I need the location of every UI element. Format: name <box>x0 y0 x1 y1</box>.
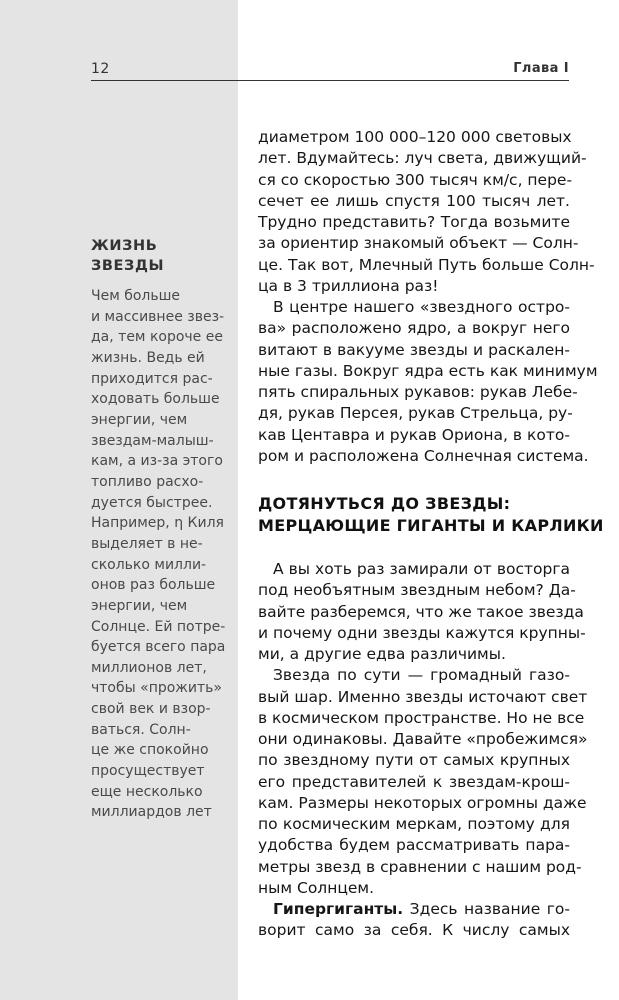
section-heading <box>258 493 604 537</box>
text-line <box>258 899 570 920</box>
sidebar-line: Например, η Киля <box>91 515 224 532</box>
running-header <box>91 58 569 81</box>
sidebar-note <box>91 236 231 823</box>
term-hypergiants: Гипергиганты. <box>273 900 404 918</box>
sidebar-line: Солнце. Ей потре- <box>91 618 226 635</box>
paragraph <box>258 665 588 899</box>
sidebar-line: и массивнее звез- <box>91 308 225 325</box>
sidebar-line: ходовать больше <box>91 391 220 408</box>
sidebar-line: це же спокойно <box>91 742 209 759</box>
sidebar-line: просуществует <box>91 763 205 780</box>
text-line: Трудно представить? Тогда возьмите <box>258 213 570 231</box>
text-line: под необъятным звездным небом? Да- <box>258 581 576 600</box>
text-line: ва» расположено ядро, а вокруг него <box>258 319 570 338</box>
text-line: удобства будем рассматривать пара- <box>258 836 570 855</box>
sidebar-line: свой век и взор- <box>91 701 211 718</box>
section-heading-line: ДОТЯНУТЬСЯ ДО ЗВЕЗДЫ: <box>258 494 511 513</box>
text-line: и почему одни звезды кажутся крупны- <box>258 623 586 642</box>
page-number: 12 <box>91 61 110 77</box>
sidebar-text <box>91 286 231 823</box>
text-line: це. Так вот, Млечный Путь больше Солн- <box>258 255 595 274</box>
sidebar-line: энергии, чем <box>91 597 188 614</box>
text-line: ром и расположена Солнечная система. <box>258 446 589 465</box>
sidebar-line: дуется быстрее. <box>91 494 213 511</box>
paragraph <box>258 127 595 297</box>
text-line: А вы хоть раз замирали от восторга <box>273 560 570 578</box>
text-line: Звезда по сути — громадный газо- <box>273 666 570 685</box>
sidebar-line: сколько милли- <box>91 556 207 573</box>
text-line: метры звезд в сравнении с нашим род- <box>258 857 582 876</box>
text-line: ные газы. Вокруг ядра есть как минимум <box>258 361 598 380</box>
sidebar-line: буется всего пара <box>91 639 226 656</box>
text-line: В центре нашего «звездного остро- <box>273 298 570 316</box>
paragraph <box>258 899 570 942</box>
chapter-title: Глава I <box>513 61 569 76</box>
text-line: ца в 3 триллиона раз! <box>258 276 439 295</box>
text-line: лет. Вдумайтесь: луч света, движущий- <box>258 149 587 168</box>
text-line: ся со скоростью 300 тысяч км/с, пере- <box>258 170 573 189</box>
text-line: вый шар. Именно звезды источают свет <box>258 687 588 706</box>
text-line: за ориентир знакомый объект — Солн- <box>258 234 579 253</box>
paragraph <box>258 559 586 665</box>
text-run: Здесь название го- <box>403 900 570 918</box>
sidebar-line: звездам-малыш- <box>91 432 214 449</box>
sidebar-line: миллиардов лет <box>91 804 212 821</box>
text-line: диаметром 100 000–120 000 световых <box>258 128 572 146</box>
text-line: дя, рукав Персея, рукав Стрельца, ру- <box>258 404 573 423</box>
text-line: ми, а другие едва различимы. <box>258 645 506 663</box>
sidebar-line: да, тем короче ее <box>91 329 223 346</box>
text-line: пять спиральных рукавов: рукав Лебе- <box>258 383 578 401</box>
sidebar-line: приходится рас- <box>91 370 213 387</box>
sidebar-line: топливо расхо- <box>91 473 204 490</box>
sidebar-line: кам, а из-за этого <box>91 453 223 470</box>
text-line: кам. Размеры некоторых огромны даже <box>258 793 587 812</box>
sidebar-line: жизнь. Ведь ей <box>91 349 205 366</box>
sidebar-line: онов раз больше <box>91 577 216 594</box>
text-line: сечет ее лишь спустя 100 тысяч лет. <box>258 191 570 210</box>
paragraph <box>258 297 598 467</box>
main-text <box>258 127 604 942</box>
sidebar-line: еще несколько <box>91 783 203 800</box>
sidebar-line: энергии, чем <box>91 411 188 428</box>
sidebar-line: Чем больше <box>91 288 181 304</box>
sidebar-line: выделяет в не- <box>91 535 203 552</box>
text-line: вайте разберемся, что же такое звезда <box>258 602 584 621</box>
text-line: ворит само за себя. К числу самых <box>258 921 570 940</box>
text-line: ным Солнцем. <box>258 878 375 897</box>
section-heading-line: МЕРЦАЮЩИЕ ГИГАНТЫ И КАРЛИКИ <box>258 516 604 535</box>
sidebar-line: чтобы «прожить» <box>91 680 222 697</box>
sidebar-line: ваться. Солн- <box>91 721 191 738</box>
text-line: его представителей к звездам-крош- <box>258 772 570 791</box>
text-line: они одинаковы. Давайте «пробежимся» <box>258 730 588 748</box>
text-line: в космическом пространстве. Но не все <box>258 708 585 727</box>
text-line: по космическим меркам, поэтому для <box>258 815 570 833</box>
sidebar-line: миллионов лет, <box>91 659 207 676</box>
text-line: кав Центавра и рукав Ориона, в кото- <box>258 425 570 444</box>
sidebar-title: ЖИЗНЬ ЗВЕЗДЫ <box>91 238 165 274</box>
text-line: по звездному пути от самых крупных <box>258 751 570 770</box>
text-line: витают в вакууме звезды и раскален- <box>258 340 570 359</box>
